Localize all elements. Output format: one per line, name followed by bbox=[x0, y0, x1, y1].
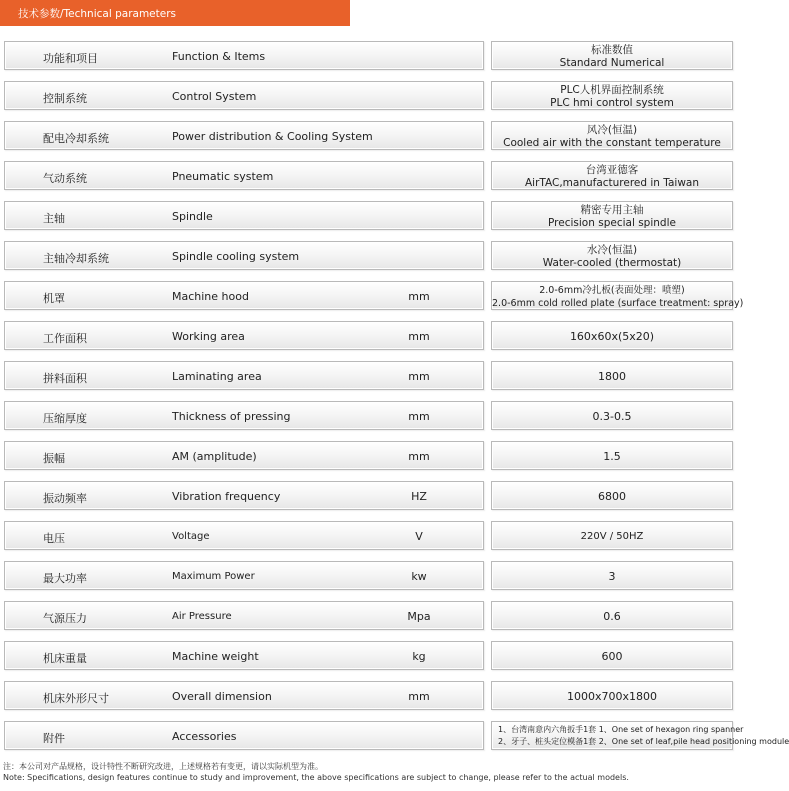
unit-label: kg bbox=[412, 650, 426, 663]
label-chinese: 主轴 bbox=[43, 212, 65, 225]
value: 3 bbox=[608, 570, 616, 583]
row-label-cell bbox=[4, 401, 484, 430]
row-label-cell bbox=[4, 481, 484, 510]
value-english: Precision special spindle bbox=[548, 217, 676, 229]
label-chinese: 电压 bbox=[43, 532, 65, 545]
table-row bbox=[0, 321, 738, 361]
row-label-cell bbox=[4, 241, 484, 270]
label-english: Machine weight bbox=[172, 650, 259, 663]
row-label-cell bbox=[4, 281, 484, 310]
row-label-cell bbox=[4, 561, 484, 590]
label-chinese: 机床重量 bbox=[43, 652, 87, 665]
table-row bbox=[0, 281, 744, 321]
accessory-item: 2、牙子、桩头定位模备1套 2、One set of leaf,pile head positioning module bbox=[498, 737, 789, 746]
footnote-english: Note: Specifications, design features continue to study and improvement, the above specifications are subject to change, please refer to the actual models. bbox=[3, 773, 629, 782]
label-chinese: 振幅 bbox=[43, 452, 65, 465]
table-row bbox=[0, 521, 738, 561]
unit-label: mm bbox=[408, 690, 430, 703]
label-english: Spindle cooling system bbox=[172, 250, 300, 263]
label-chinese: 机床外形尺寸 bbox=[43, 692, 109, 705]
row-value-cell bbox=[491, 41, 733, 70]
label-chinese: 气源压力 bbox=[43, 612, 87, 625]
section-header bbox=[0, 0, 350, 26]
label-english: Machine hood bbox=[172, 290, 249, 303]
row-value-cell bbox=[491, 241, 733, 270]
value: 0.6 bbox=[603, 610, 621, 623]
row-label-cell bbox=[4, 601, 484, 630]
value-chinese: 2.0-6mm冷扎板(表面处理：喷塑) bbox=[539, 285, 685, 296]
label-english: Air Pressure bbox=[172, 611, 232, 622]
table-row bbox=[0, 41, 738, 81]
label-english: Accessories bbox=[172, 730, 237, 743]
value: 1.5 bbox=[603, 450, 621, 463]
row-label-cell bbox=[4, 681, 484, 710]
footnote-chinese: 注：本公司对产品规格，设计特性不断研究改进，上述规格若有变更，请以实际机型为准。 bbox=[3, 762, 323, 771]
table-row bbox=[0, 161, 738, 201]
value: 1800 bbox=[598, 370, 626, 383]
label-english: Power distribution & Cooling System bbox=[172, 130, 373, 143]
row-value-cell bbox=[491, 521, 733, 550]
label-chinese: 工作面积 bbox=[43, 332, 87, 345]
value-chinese: PLC人机界面控制系统 bbox=[560, 84, 664, 96]
label-english: Laminating area bbox=[172, 370, 262, 383]
label-chinese: 机罩 bbox=[43, 292, 65, 305]
unit-label: mm bbox=[408, 410, 430, 423]
label-chinese: 振动频率 bbox=[43, 492, 87, 505]
row-label-cell bbox=[4, 441, 484, 470]
row-value-cell bbox=[491, 441, 733, 470]
value-english: AirTAC,manufacturered in Taiwan bbox=[524, 177, 700, 189]
row-label-cell bbox=[4, 121, 484, 150]
table-row bbox=[0, 721, 789, 761]
value-chinese: 标准数值 bbox=[591, 44, 633, 56]
row-label-cell bbox=[4, 721, 484, 750]
table-row bbox=[0, 121, 738, 161]
unit-label: V bbox=[415, 530, 423, 543]
row-value-cell bbox=[491, 281, 744, 310]
table-row bbox=[0, 681, 738, 721]
value-chinese: 精密专用主轴 bbox=[580, 204, 644, 216]
label-chinese: 附件 bbox=[43, 732, 65, 745]
label-chinese: 气动系统 bbox=[43, 172, 87, 185]
table-row bbox=[0, 561, 738, 601]
label-chinese: 功能和项目 bbox=[43, 52, 98, 65]
table-row bbox=[0, 481, 738, 521]
footnote bbox=[3, 761, 629, 783]
row-label-cell bbox=[4, 41, 484, 70]
label-english: Overall dimension bbox=[172, 690, 272, 703]
value-english: Cooled air with the constant temperature bbox=[503, 137, 721, 149]
label-english: Spindle bbox=[172, 210, 213, 223]
table-row bbox=[0, 241, 738, 281]
row-value-cell bbox=[491, 121, 733, 150]
table-row bbox=[0, 441, 738, 481]
label-chinese: 拼料面积 bbox=[43, 372, 87, 385]
unit-label: mm bbox=[408, 290, 430, 303]
value-chinese: 水冷(恒温) bbox=[586, 244, 638, 256]
unit-label: mm bbox=[408, 330, 430, 343]
unit-label: mm bbox=[408, 370, 430, 383]
row-label-cell bbox=[4, 641, 484, 670]
row-label-cell bbox=[4, 201, 484, 230]
label-english: Working area bbox=[172, 330, 245, 343]
row-value-cell bbox=[491, 201, 733, 230]
label-english: Thickness of pressing bbox=[172, 410, 291, 423]
value-english: Water-cooled (thermostat) bbox=[542, 257, 682, 269]
accessory-item: 1、台湾南意内六角扳手1套 1、One set of hexagon ring spanner bbox=[498, 725, 744, 734]
label-english: AM (amplitude) bbox=[172, 450, 257, 463]
label-english: Voltage bbox=[172, 531, 210, 542]
row-value-cell bbox=[491, 561, 733, 590]
unit-label: mm bbox=[408, 450, 430, 463]
value-english: 2.0-6mm cold rolled plate (surface treatment: spray) bbox=[492, 298, 744, 309]
row-label-cell bbox=[4, 161, 484, 190]
label-english: Maximum Power bbox=[172, 571, 255, 582]
section-title: 技术参数/Technical parameters bbox=[18, 8, 176, 20]
row-value-cell bbox=[491, 681, 733, 710]
row-value-cell bbox=[491, 321, 733, 350]
label-chinese: 主轴冷却系统 bbox=[43, 252, 109, 265]
table-row bbox=[0, 641, 738, 681]
row-label-cell bbox=[4, 521, 484, 550]
value-english: PLC hmi control system bbox=[550, 97, 674, 109]
value-english: Standard Numerical bbox=[559, 57, 665, 69]
label-english: Vibration frequency bbox=[172, 490, 281, 503]
value: 6800 bbox=[598, 490, 626, 503]
label-english: Pneumatic system bbox=[172, 170, 274, 183]
row-value-cell bbox=[491, 401, 733, 430]
table-row bbox=[0, 201, 738, 241]
label-chinese: 最大功率 bbox=[43, 572, 87, 585]
label-english: Function & Items bbox=[172, 50, 266, 63]
table-row bbox=[0, 601, 738, 641]
table-row bbox=[0, 81, 738, 121]
value: 160x60x(5x20) bbox=[569, 330, 655, 343]
value: 600 bbox=[601, 650, 623, 663]
row-value-cell bbox=[491, 161, 733, 190]
row-value-cell bbox=[491, 721, 789, 750]
table-row bbox=[0, 361, 738, 401]
label-english: Control System bbox=[172, 90, 257, 103]
row-label-cell bbox=[4, 81, 484, 110]
value: 0.3-0.5 bbox=[592, 410, 632, 423]
label-chinese: 配电冷却系统 bbox=[43, 132, 109, 145]
unit-label: HZ bbox=[411, 490, 427, 503]
row-value-cell bbox=[491, 641, 733, 670]
label-chinese: 压缩厚度 bbox=[43, 412, 87, 425]
row-value-cell bbox=[491, 81, 733, 110]
label-chinese: 控制系统 bbox=[43, 92, 87, 105]
row-value-cell bbox=[491, 361, 733, 390]
table-row bbox=[0, 401, 738, 441]
row-label-cell bbox=[4, 321, 484, 350]
parameters-table bbox=[0, 41, 789, 761]
row-label-cell bbox=[4, 361, 484, 390]
value-chinese: 台湾亚德客 bbox=[585, 164, 639, 176]
unit-label: Mpa bbox=[407, 610, 431, 623]
unit-label: kw bbox=[411, 570, 427, 583]
value: 1000x700x1800 bbox=[566, 690, 657, 703]
value-chinese: 风冷(恒温) bbox=[586, 124, 638, 136]
row-value-cell bbox=[491, 601, 733, 630]
row-value-cell bbox=[491, 481, 733, 510]
value: 220V / 50HZ bbox=[580, 531, 644, 542]
